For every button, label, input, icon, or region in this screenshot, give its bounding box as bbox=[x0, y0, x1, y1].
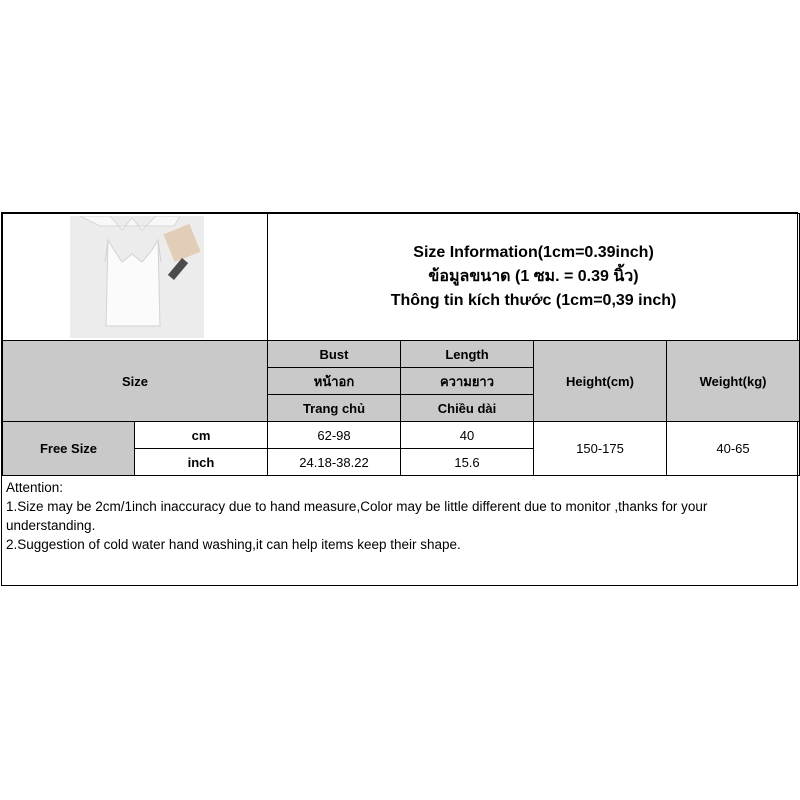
free-size-label: Free Size bbox=[3, 422, 135, 476]
size-info-title-cell bbox=[268, 214, 800, 341]
length-header-vi: Chiều dài bbox=[401, 395, 534, 422]
bust-cm-value: 62-98 bbox=[268, 422, 401, 449]
weight-value: 40-65 bbox=[667, 422, 800, 476]
product-image-cell bbox=[3, 214, 268, 341]
camisole-image bbox=[70, 216, 204, 338]
bust-header-en: Bust bbox=[268, 341, 401, 368]
length-header-en: Length bbox=[401, 341, 534, 368]
bust-header-vi: Trang chủ bbox=[268, 395, 401, 422]
title-en: Size Information(1cm=0.39inch) bbox=[413, 244, 654, 261]
attention-notes bbox=[6, 478, 791, 554]
bust-header-th: หน้าอก bbox=[268, 368, 401, 395]
unit-cm-label: cm bbox=[135, 422, 268, 449]
size-chart-sheet bbox=[1, 212, 798, 586]
title-th: ข้อมูลขนาด (1 ซม. = 0.39 นิ้ว) bbox=[428, 268, 639, 285]
attention-heading: Attention: bbox=[6, 480, 64, 495]
bust-inch-value: 24.18-38.22 bbox=[268, 449, 401, 476]
product-photo bbox=[70, 216, 204, 338]
unit-inch-label: inch bbox=[135, 449, 268, 476]
height-value: 150-175 bbox=[534, 422, 667, 476]
length-inch-value: 15.6 bbox=[401, 449, 534, 476]
height-header: Height(cm) bbox=[534, 341, 667, 422]
length-header-th: ความยาว bbox=[401, 368, 534, 395]
attention-note-1: 1.Size may be 2cm/1inch inaccuracy due to hand measure,Color may be little different due to monitor ,thanks for your understanding. bbox=[6, 499, 708, 533]
weight-header: Weight(kg) bbox=[667, 341, 800, 422]
length-cm-value: 40 bbox=[401, 422, 534, 449]
size-table bbox=[2, 213, 800, 476]
attention-note-2: 2.Suggestion of cold water hand washing,it can help items keep their shape. bbox=[6, 537, 461, 552]
title-vi: Thông tin kích thước (1cm=0,39 inch) bbox=[390, 292, 677, 309]
size-header: Size bbox=[3, 341, 268, 422]
